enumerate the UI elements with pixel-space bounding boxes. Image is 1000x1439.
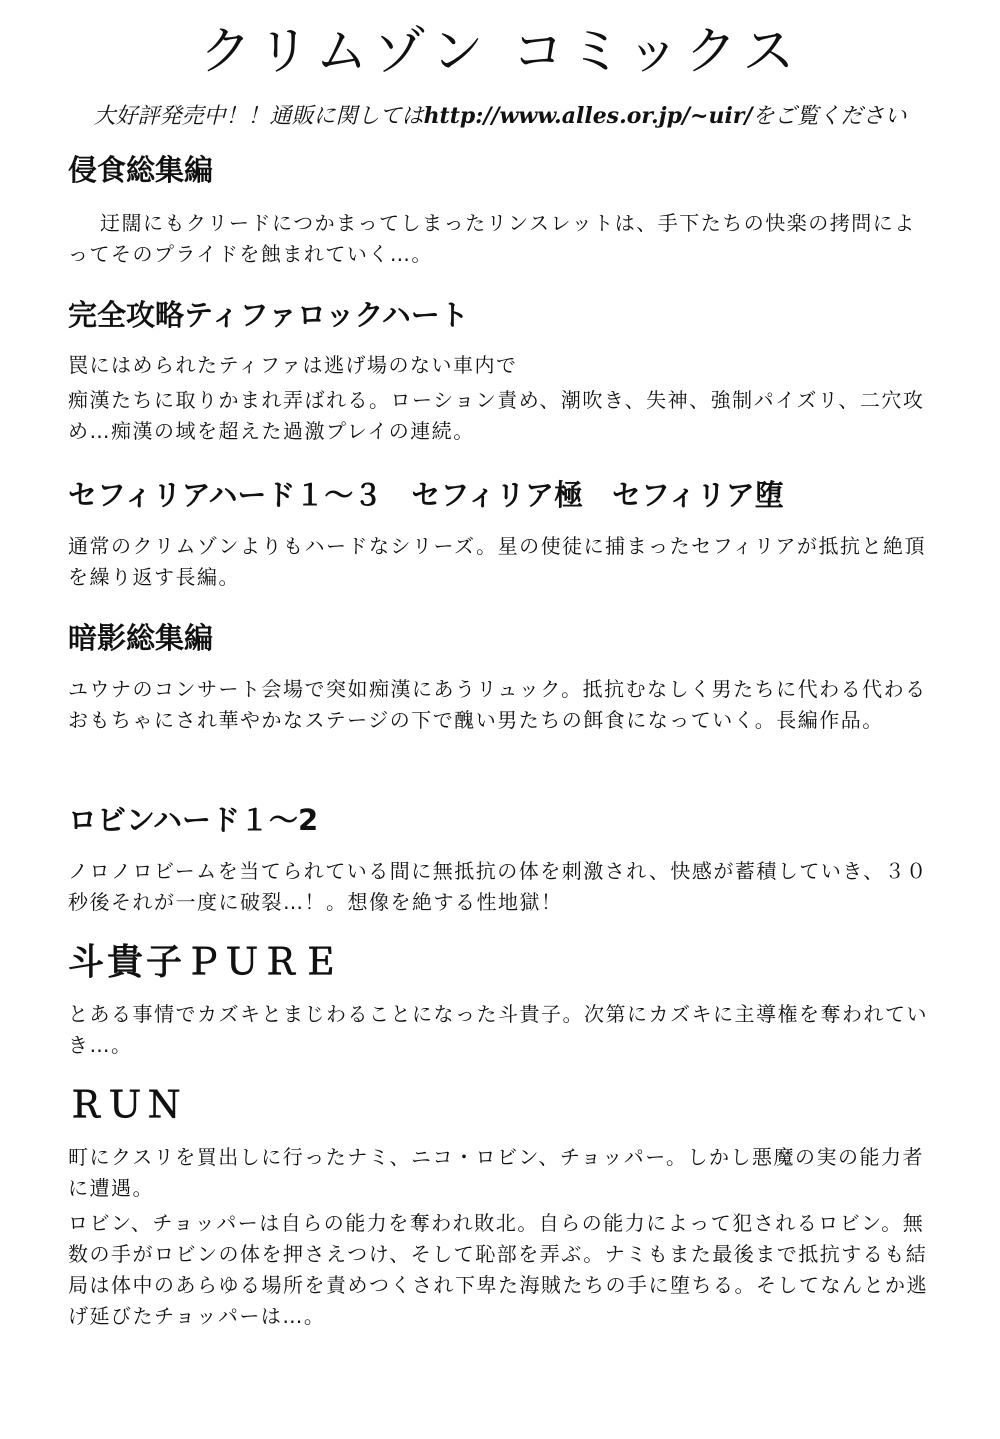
subtitle-text-before: 大好評発売中！！通販に関しては xyxy=(93,104,424,129)
section-description: 町にクスリを買出しに行ったナミ、ニコ・ロビン、チョッパー。しかし悪魔の実の能力者に遭遇。 xyxy=(68,1145,924,1200)
section-heading: ロビンハード１～2 xyxy=(68,803,319,837)
section-shinshoku xyxy=(68,150,928,270)
section-heading: セフィリアハード１～３ セフィリア極 セフィリア堕 xyxy=(68,478,784,512)
section-heading: 侵食総集編 xyxy=(68,153,214,187)
section-description: ノロノロビームを当てられている間に無抵抗の体を刺激され、快感が蓄積していき、３０秒後それが一度に破裂…！。想像を絶する性地獄！ xyxy=(68,859,928,914)
subtitle-text-after: をご覧ください xyxy=(752,104,907,129)
section-heading: ＲＵＮ xyxy=(68,1085,186,1126)
section-anei xyxy=(68,618,928,736)
section-description: 罠にはめられたティファは逃げ場のない車内で xyxy=(68,353,518,377)
section-heading: 完全攻略ティファロックハート xyxy=(68,298,469,332)
section-description: ロビン、チョッパーは自らの能力を奪われ敗北。自らの能力によって犯されるロビン。無数の手がロビンの体を押さえつけ、そして恥部を弄ぶ。ナミもまた最後まで抵抗するも結局は体中のあらゆる場所を責めつくされ下卑た海賊たちの手に堕ちる。そしてなんとか逃げ延びたチョッパーは…。 xyxy=(68,1211,928,1328)
page-title: クリムゾン コミックス xyxy=(199,22,801,82)
section-tokiko-pure xyxy=(68,943,928,1061)
page-subtitle xyxy=(0,101,1000,132)
section-heading: 斗貴子ＰＵＲＥ xyxy=(68,942,342,983)
section-tifa xyxy=(68,295,928,447)
section-description: 迂闊にもクリードにつかまってしまったリンスレットは、手下たちの快楽の拷問によってそのプライドを蝕まれていく…。 xyxy=(68,211,916,266)
section-robin-hard xyxy=(68,800,928,918)
section-sephiria xyxy=(68,475,928,593)
section-description: とある事情でカズキとまじわることになった斗貴子。次第にカズキに主導権を奪われていき…。 xyxy=(68,1002,928,1057)
section-run xyxy=(68,1086,928,1332)
section-description: 通常のクリムゾンよりもハードなシリーズ。星の使徒に捕まったセフィリアが抵抗と絶頂を繰り返す長編。 xyxy=(68,534,926,589)
section-heading: 暗影総集編 xyxy=(68,621,214,655)
section-description: ユウナのコンサート会場で突如痴漢にあうリュック。抵抗むなしく男たちに代わる代わるおもちゃにされ華やかなステージの下で醜い男たちの餌食になっていく。長編作品。 xyxy=(68,677,927,732)
section-description: 痴漢たちに取りかまれ弄ばれる。ローション責め、潮吹き、失神、強制パイズリ、二穴攻め…痴漢の域を超えた過激プレイの連続。 xyxy=(68,388,925,443)
mail-order-url: http://www.alles.or.jp/~uir/ xyxy=(423,103,753,129)
